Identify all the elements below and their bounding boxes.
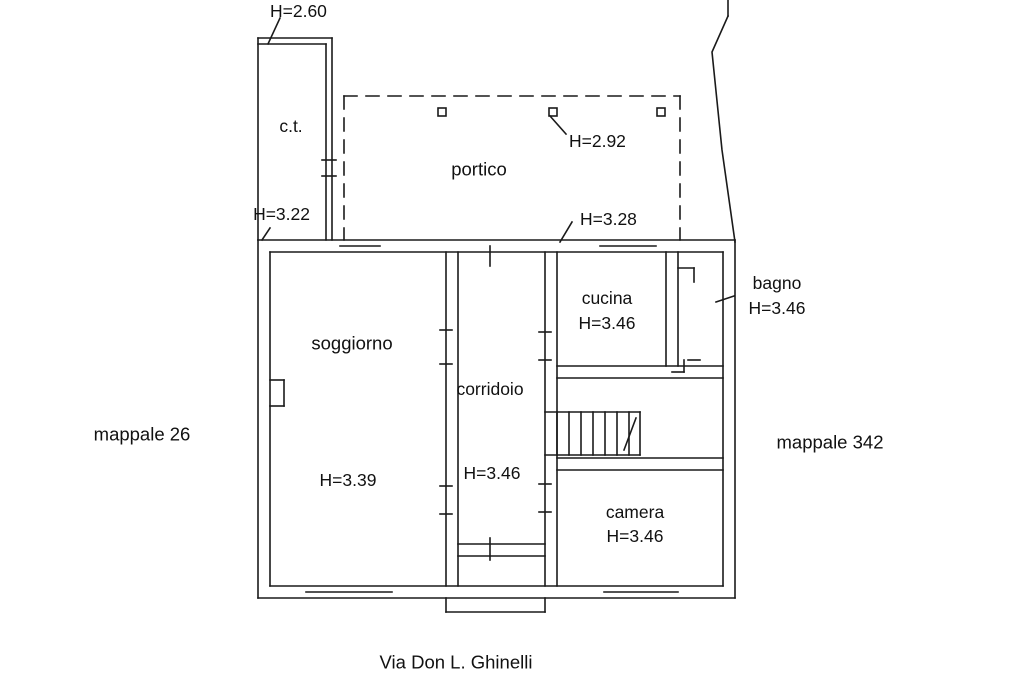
room-height-corridoio: H=3.46 [463,462,521,483]
height-callout-portico-edge: H=3.28 [580,208,637,229]
room-label-ct: c.t. [279,115,303,136]
height-callout-ct: H=2.60 [270,0,327,21]
height-callout-left: H=3.22 [253,203,310,224]
room-label-bagno: bagno [752,272,802,293]
portico-pillar-2 [549,108,557,116]
leader-h292 [550,116,566,134]
room-label-soggiorno: soggiorno [311,332,393,354]
height-callout-portico: H=2.92 [569,130,626,151]
parcel-label-right: mappale 342 [776,431,884,453]
room-height-camera: H=3.46 [606,525,664,546]
room-height-cucina: H=3.46 [578,312,636,333]
lot-boundary-right-slanted [712,16,735,242]
leader-h260 [268,18,280,44]
stair-direction-arrow [624,418,636,450]
room-height-soggiorno: H=3.39 [319,469,377,490]
leader-h328 [560,222,572,242]
parcel-label-left: mappale 26 [93,423,191,445]
leader-h322 [262,228,270,240]
room-label-cucina: cucina [581,287,633,308]
street-label: Via Don L. Ghinelli [379,651,533,673]
portico-pillar-3 [657,108,665,116]
leader-bagno [716,296,734,302]
room-height-bagno: H=3.46 [748,297,806,318]
portico-pillar-1 [438,108,446,116]
room-label-portico: portico [451,158,507,180]
room-label-camera: camera [605,501,665,522]
room-label-corridoio: corridoio [456,378,524,399]
